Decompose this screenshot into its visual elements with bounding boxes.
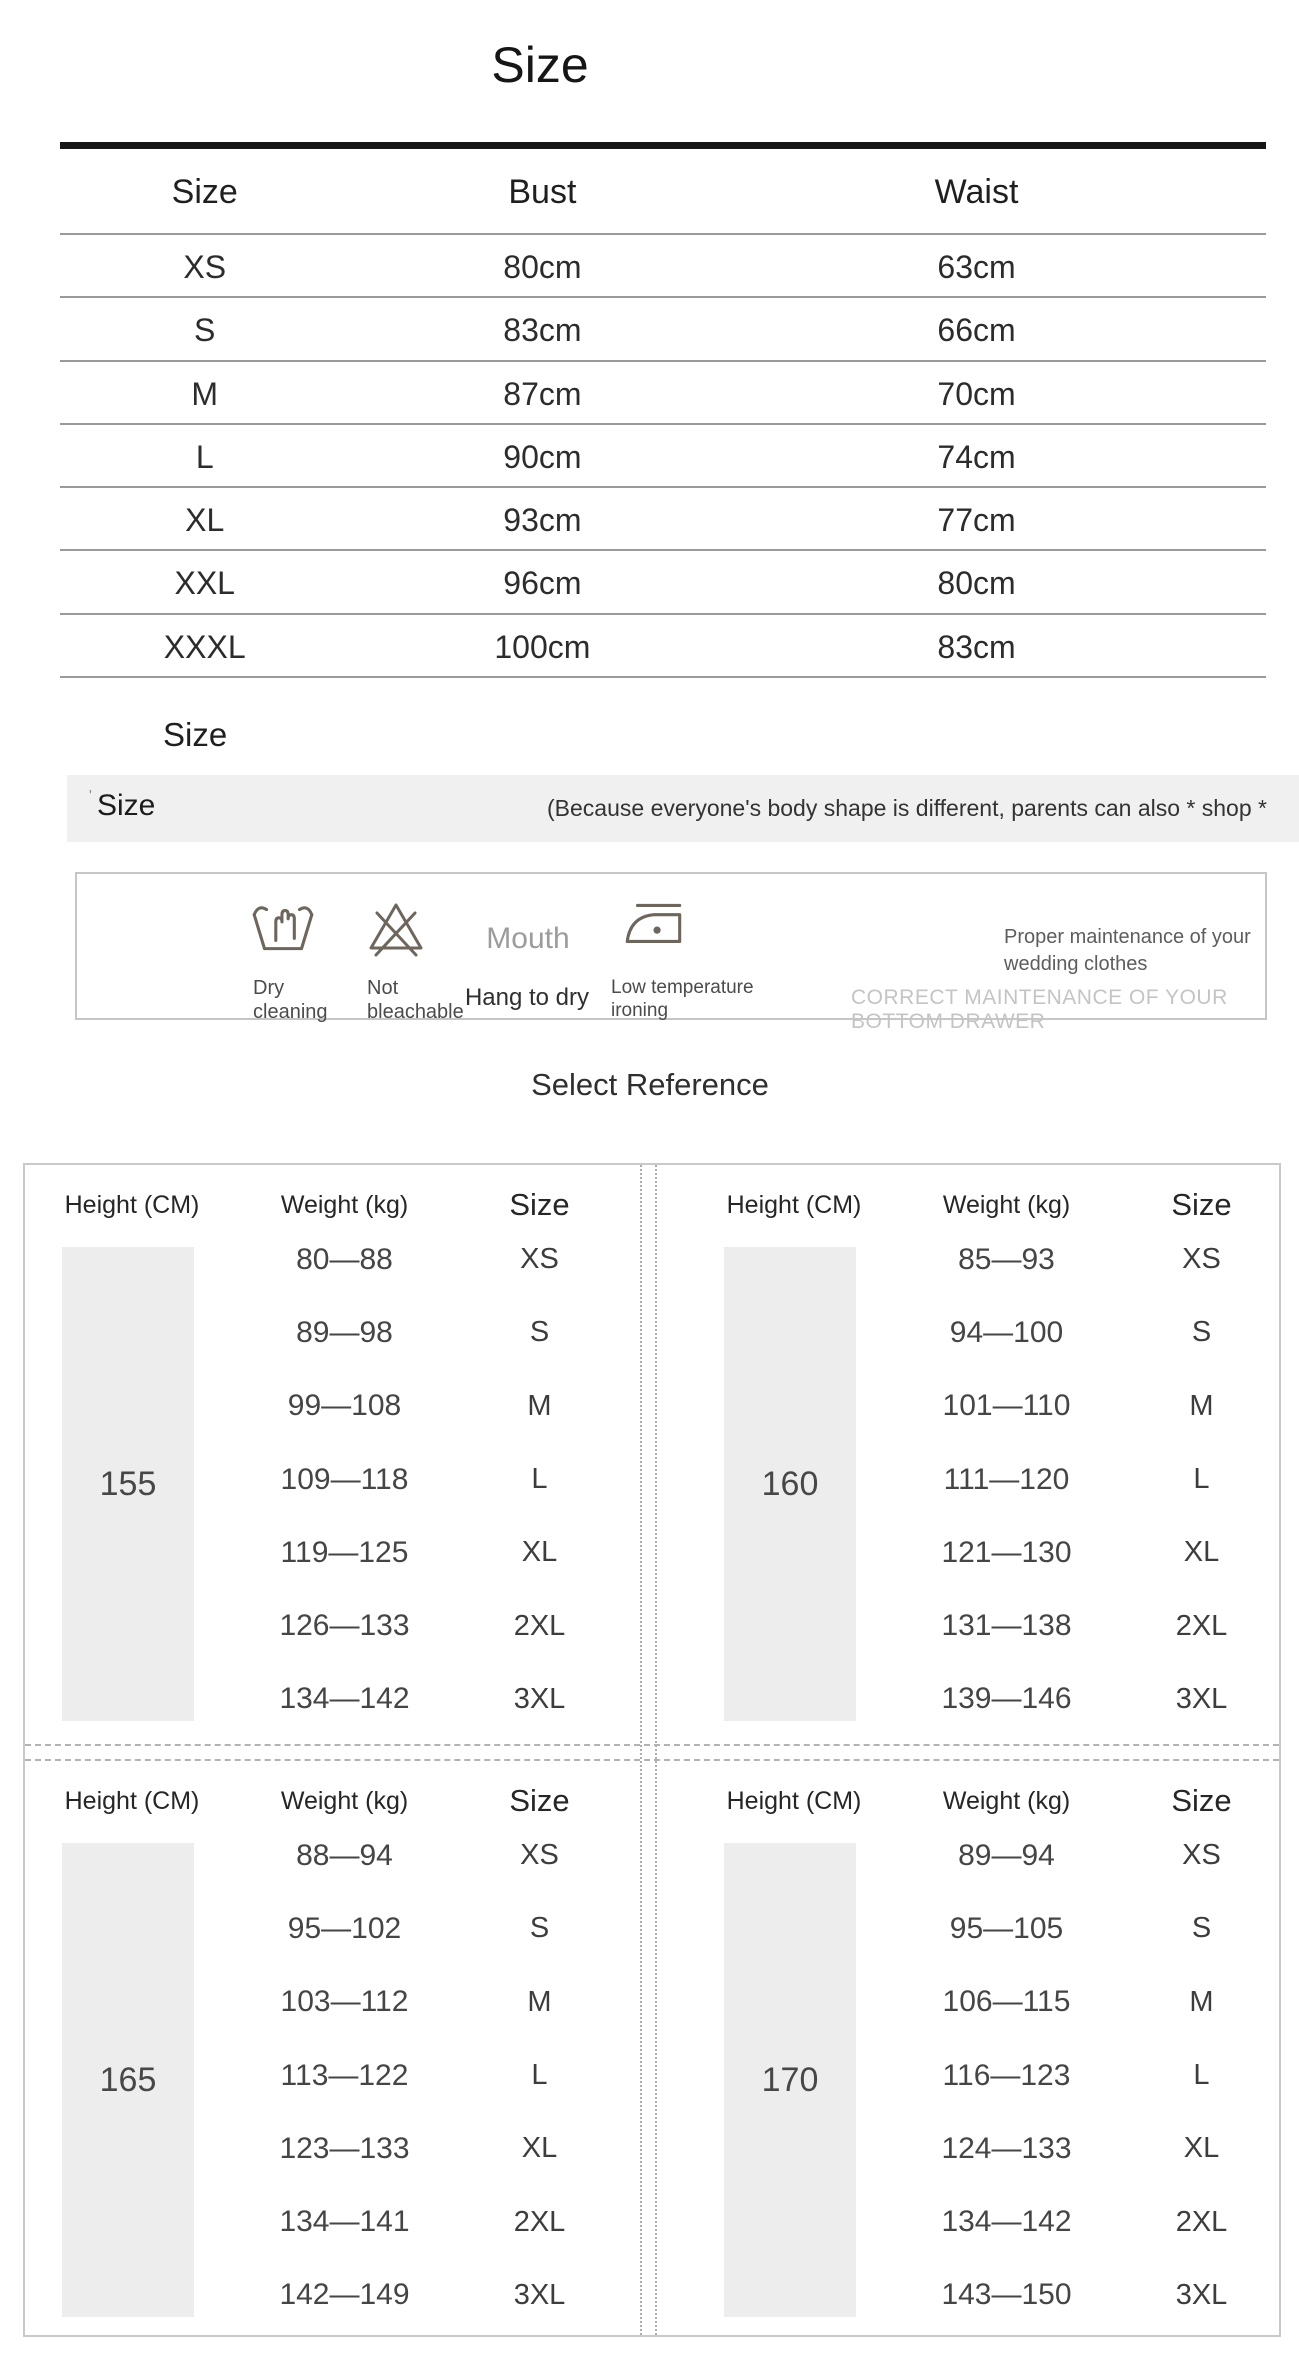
weight-range: 95—105 [949,1911,1064,1945]
cell-waist: 66cm [937,312,1016,349]
size-value: L [1193,1463,1210,1496]
size-value: 2XL [513,1609,566,1642]
cell-waist: 70cm [937,375,1016,412]
weight-range: 123—133 [279,2131,410,2165]
cell-size: XXL [174,565,235,602]
weight-range: 116—123 [942,2058,1071,2092]
ref-row [232,1663,622,1736]
weight-range: 113—122 [280,2058,409,2092]
size-value: M [1189,1985,1214,2018]
ref-row [894,1370,1284,1443]
cell-size: S [194,312,216,349]
ref-row [232,1819,622,1892]
table-row [60,298,1266,361]
care-caps-note: CORRECT MAINTENANCE OF YOUR BOTTOM DRAWER [851,986,1228,1033]
cell-waist: 63cm [937,249,1016,285]
cell-waist: 77cm [937,502,1016,539]
table-row [60,362,1266,425]
weight-range: 99—108 [287,1389,402,1423]
ref-row [232,2039,622,2112]
weight-range: 134—142 [941,2205,1072,2239]
care-note-line: Proper maintenance of your [1004,926,1251,948]
size-note-bar [67,775,1299,842]
size-value: L [531,1463,548,1496]
cell-size: XXXL [163,628,246,665]
note-tick: ' [89,787,92,804]
size-value: 3XL [1175,2278,1228,2311]
reference-quadrant-165 [37,1761,622,2341]
size-value: XS [520,1243,559,1276]
reference-quadrant-170 [699,1761,1284,2341]
cell-bust: 96cm [503,565,582,602]
cell-bust: 90cm [503,438,582,475]
weight-range: 95—102 [287,1911,402,1945]
weight-range: 142—149 [279,2278,410,2312]
size-value: M [527,1389,552,1422]
col-header-size: Size [509,1187,570,1222]
care-label-dry-cleaning [253,976,328,1024]
hand-wash-icon [247,894,319,958]
table-row [60,615,1266,678]
height-value: 155 [99,1464,157,1503]
ref-row [232,2185,622,2258]
table-row [60,551,1266,614]
height-value: 170 [761,2060,819,2099]
cell-bust: 93cm [503,502,582,539]
col-header-height: Height (CM) [726,1191,862,1219]
mouth-icon-text: Mouth [486,922,570,955]
weight-range: 134—141 [279,2205,410,2239]
size-value: S [529,1316,550,1349]
ref-row [894,1966,1284,2039]
reference-quadrant-160 [699,1165,1284,1745]
weight-range: 131—138 [941,1609,1072,1643]
cell-waist: 80cm [937,565,1016,602]
weight-range: 134—142 [279,1682,410,1716]
table-row [60,425,1266,488]
cell-bust: 83cm [503,312,582,349]
weight-range: 101—110 [942,1389,1071,1423]
ref-row [894,2259,1284,2332]
col-header-height: Height (CM) [64,1787,200,1815]
ref-row [232,1516,622,1589]
note-bar-text: (Because everyone's body shape is different, parents can also * shop * [547,795,1267,821]
height-value-box [724,1843,856,2317]
ref-row [894,1296,1284,1369]
care-label-line: ironing [611,1000,669,1021]
top-divider [60,142,1266,149]
select-reference-title: Select Reference [531,1067,769,1102]
ref-row [232,1892,622,1965]
weight-range: 119—125 [280,1535,409,1569]
col-header-size: Size [171,173,238,211]
ref-row [894,1516,1284,1589]
height-value-box [62,1247,194,1721]
low-iron-icon [619,894,691,956]
weight-range: 121—130 [941,1535,1072,1569]
ref-row [894,2039,1284,2112]
vertical-dotted-divider [655,1165,657,2335]
size-value: S [1191,1912,1212,1945]
quadrant-rows [894,1223,1284,1736]
size-value: M [527,1985,552,2018]
care-maintenance-note [1004,924,1251,978]
weight-range: 94—100 [949,1315,1064,1349]
cell-bust: 100cm [494,628,591,665]
reference-quadrant-155 [37,1165,622,1745]
col-header-weight: Weight (kg) [942,1191,1071,1219]
care-label-line: Dry [253,977,285,999]
size-value: XL [1183,1536,1220,1569]
reference-grid [23,1163,1281,2337]
care-label-line: Low temperature [611,977,754,998]
size-value: 2XL [1175,1609,1228,1642]
size-subheading: Size [163,716,228,753]
col-header-height: Height (CM) [726,1787,862,1815]
size-value: XL [1183,2132,1220,2165]
col-header-waist: Waist [934,173,1019,211]
ref-row [894,1443,1284,1516]
weight-range: 106—115 [942,1985,1071,2019]
col-header-height: Height (CM) [64,1191,200,1219]
size-value: XS [1182,1243,1221,1276]
cell-size: M [191,375,219,412]
size-value: M [1189,1389,1214,1422]
ref-row [232,2259,622,2332]
ref-row [894,2112,1284,2185]
ref-row [232,2112,622,2185]
cell-size: XS [183,249,227,285]
care-label-line: bleachable [367,1001,464,1023]
weight-range: 139—146 [941,1682,1072,1716]
cell-waist: 74cm [937,438,1016,475]
ref-row [894,1819,1284,1892]
quadrant-rows [232,1223,622,1736]
vertical-dotted-divider [640,1165,642,2335]
cell-waist: 83cm [937,628,1016,665]
height-value: 165 [99,2060,157,2099]
care-label-line: Not [367,977,399,999]
size-value: 3XL [513,2278,566,2311]
size-value: S [1191,1316,1212,1349]
care-label-line: cleaning [253,1001,328,1023]
col-header-weight: Weight (kg) [280,1191,409,1219]
size-value: L [531,2059,548,2092]
ref-row [232,1370,622,1443]
cell-bust: 87cm [503,375,582,412]
care-note-line: wedding clothes [1004,953,1148,975]
col-header-size: Size [1171,1187,1232,1222]
size-table-header [60,149,1266,235]
size-value: 3XL [513,1682,566,1715]
cell-size: L [195,438,214,475]
weight-range: 109—118 [280,1462,409,1496]
note-bar-label: Size [97,789,156,822]
ref-row [232,1589,622,1662]
table-row [60,235,1266,298]
col-header-weight: Weight (kg) [280,1787,409,1815]
ref-row [894,1663,1284,1736]
height-value-box [62,1843,194,2317]
col-header-weight: Weight (kg) [942,1787,1071,1815]
ref-row [232,1296,622,1369]
weight-range: 89—94 [958,1838,1055,1872]
care-label-not-bleachable [367,976,464,1024]
care-instructions-box [75,872,1267,1033]
height-value: 160 [761,1464,819,1503]
page-title: Size [491,37,589,93]
size-table [60,149,1266,678]
no-bleach-icon [363,896,429,958]
ref-row [894,2185,1284,2258]
care-label-low-iron [611,976,754,1022]
height-value-box [724,1247,856,1721]
weight-range: 85—93 [958,1242,1055,1276]
weight-range: 143—150 [941,2278,1072,2312]
cell-size: XL [185,502,225,539]
size-value: XL [521,1536,558,1569]
ref-row [232,1223,622,1296]
ref-row [232,1966,622,2039]
size-value: 2XL [513,2205,566,2238]
size-value: L [1193,2059,1210,2092]
quadrant-rows [232,1819,622,2332]
weight-range: 124—133 [941,2131,1072,2165]
size-value: XL [521,2132,558,2165]
size-value: XS [520,1839,559,1872]
weight-range: 80—88 [296,1242,393,1276]
size-value: XS [1182,1839,1221,1872]
weight-range: 88—94 [296,1838,393,1872]
care-label-hang-to-dry: Hang to dry [464,984,590,1011]
weight-range: 111—120 [943,1462,1070,1496]
size-value: 3XL [1175,1682,1228,1715]
weight-range: 126—133 [279,1609,410,1643]
col-header-bust: Bust [508,173,577,211]
weight-range: 103—112 [280,1985,409,2019]
quadrant-rows [894,1819,1284,2332]
size-value: S [529,1912,550,1945]
size-value: 2XL [1175,2205,1228,2238]
col-header-size: Size [509,1783,570,1818]
ref-row [894,1589,1284,1662]
ref-row [894,1892,1284,1965]
weight-range: 89—98 [296,1315,393,1349]
ref-row [232,1443,622,1516]
table-row [60,488,1266,551]
col-header-size: Size [1171,1783,1232,1818]
ref-row [894,1223,1284,1296]
cell-bust: 80cm [503,249,582,285]
